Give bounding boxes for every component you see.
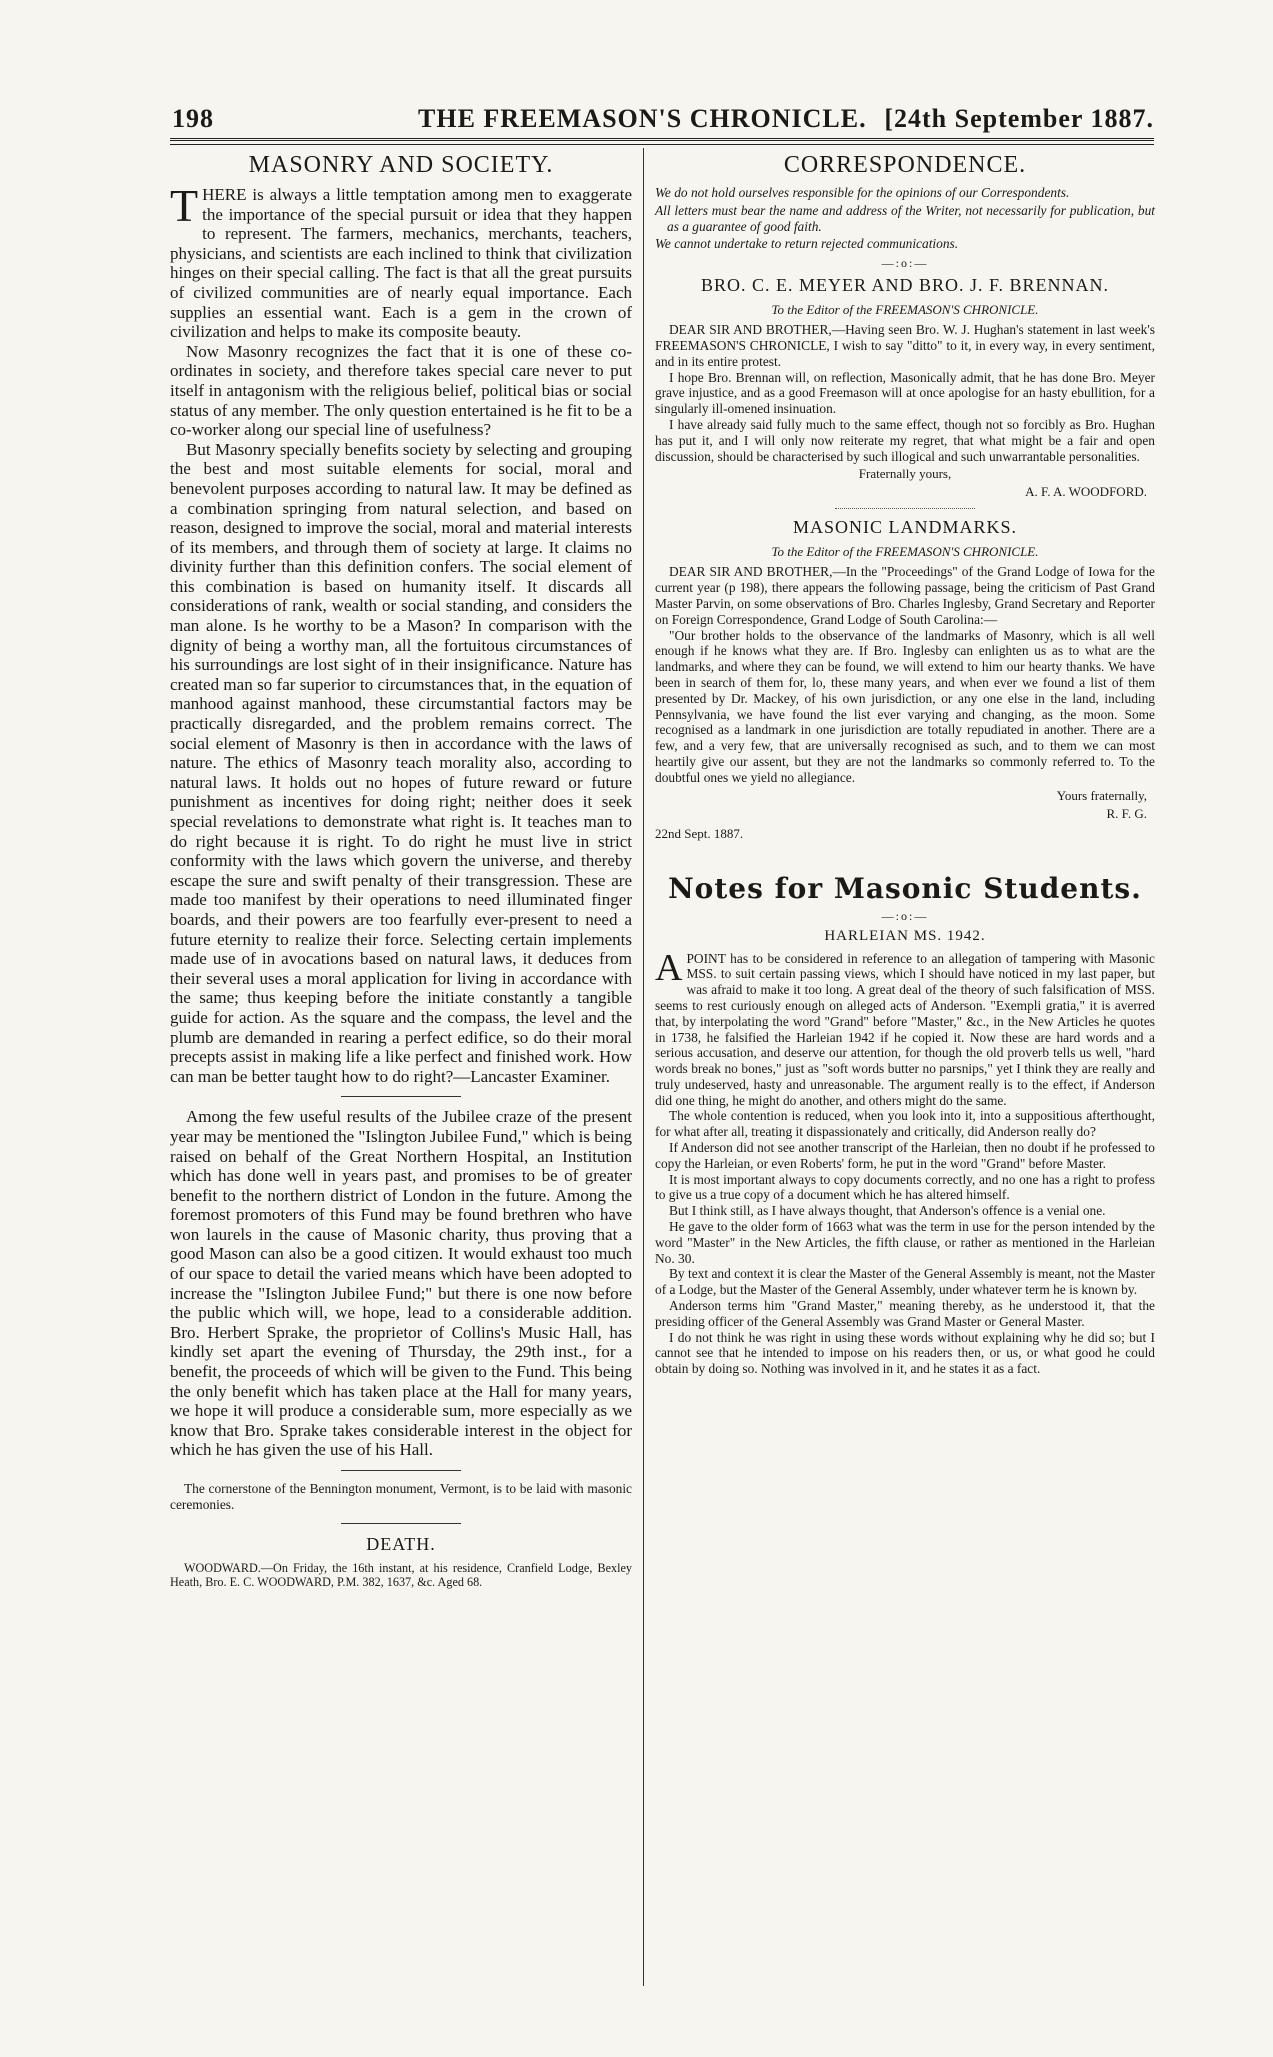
column-divider	[643, 148, 644, 1986]
death-title: DEATH.	[366, 1533, 436, 1554]
editorial-note: All letters must bear the name and address of the Writer, not necessarily for publication, but as a guarantee of good faith.	[655, 202, 1155, 234]
letter-title-landmarks: MASONIC LANDMARKS.	[792, 517, 1018, 538]
page-number: 198	[172, 104, 214, 133]
notes-paragraph: Anderson terms him "Grand Master," meaning thereby, as he understood it, that the presiding officer of the General Assembly was Grand Master or General Master.	[655, 1298, 1155, 1329]
notes-paragraph: He gave to the older form of 1663 what was the term in use for the person intended by the word "Master" in the New Articles, the fifth clause, or rather as mentioned in the Harleian No. 30.	[655, 1219, 1155, 1266]
letter-signature: R. F. G.	[1106, 805, 1147, 821]
letter-paragraph: I hope Bro. Brennan will, on reflection, Masonically admit, that he has done Bro. Meyer grave injustice, and as a good Freemason will at once apologise for an hasty ebullition, for a singularly ill-omened insinuation.	[655, 369, 1155, 417]
article-separator	[341, 1523, 461, 1524]
notes-paragraph: I do not think he was right in using these words without explaining why he did so; but I cannot see that he intended to impose on his readers then, or us, or what good he could obtain by doing so. Nothing was involved in it, and he states it as a fact.	[655, 1329, 1155, 1377]
notes-paragraph: But I think still, as I have always thought, that Anderson's offence is a venial one.	[669, 1203, 1106, 1219]
newspaper-title: THE FREEMASON'S CHRONICLE.	[418, 104, 867, 133]
drop-cap: T	[170, 180, 199, 231]
letter-paragraph: I have already said fully much to the same effect, though not so forcibly as Bro. Hughan has put it, and I will only now reiterate my regret, that what might be a fair and open discussion, should be characterised by such illogical and such unwarrantable personalities.	[655, 416, 1155, 464]
editorial-note: We cannot undertake to return rejected communications.	[655, 236, 959, 252]
article-paragraph-jubilee: Among the few useful results of the Jubilee craze of the present year may be mentioned the "Islington Jubilee Fund," which is being raised on behalf of the Great Northern Hospital, an Institution which has done well in years past, and promises to be of greater benefit to the northern district of London in the future. Among the foremost promoters of this Fund may be found brethren who have won laurels in the cause of Masonic charity, thus proving that a good Mason can also be a good citizen. It would exhaust too much of our space to detail the varied means which have been adopted to increase the "Islington Jubilee Fund;" but there is one now before the public which will, we hope, lead to a considerable addition. Bro. Herbert Sprake, the proprietor of Collins's Music Hall, has kindly set apart the evening of Thursday, the 29th inst., for a benefit, the proceeds of which will be given to the Fund. This being the only benefit which has taken place at the Hall for many years, we hope it will produce a considerable sum, more especially as we know that Bro. Sprake takes considerable interest in the object for which he has given the use of his Hall.	[170, 1107, 632, 1460]
masthead	[170, 104, 1154, 134]
right-column	[655, 148, 1155, 1377]
article-paragraph: THERE is always a little temptation among men to exaggerate the importance of the special pursuit or idea that they happen to represent. The farmers, mechanics, merchants, teachers, physicians, and scientists are each inclined to think that civilization hinges on their special calling. The fact is that all the great pursuits of civilized communities are of nearly equal importance. Each supplies an essential want. Each is a gem in the crown of civilization and helps to make its composite beauty.	[170, 180, 632, 342]
header-rule	[170, 138, 1154, 145]
notes-paragraph: The whole contention is reduced, when you look into it, into a suppositious afterthought, for what after all, treating it dispassionately and critically, did Anderson really do?	[655, 1108, 1155, 1140]
letter-signature: A. F. A. WOODFORD.	[1025, 484, 1147, 500]
article-separator	[341, 1470, 461, 1471]
article-paragraph: Now Masonry recognizes the fact that it is one of these co-ordinates in society, and therefore takes special care never to put itself in antagonism with the religious belief, political bias or social status of any member. The only question entertained is he fit to be a co-worker along our special line of usefulness?	[170, 341, 632, 440]
issue-date: [24th September 1887.	[884, 104, 1154, 133]
letter-closing: Yours fraternally,	[1056, 787, 1147, 803]
left-column	[170, 148, 632, 1589]
notes-paragraph: By text and context it is clear the Master of the General Assembly is meant, not the Master of a Lodge, but the Master of the General Assembly, under whatever term he is known by.	[655, 1266, 1155, 1298]
letter-addressee: To the Editor of the FREEMASON'S CHRONICLE.	[771, 544, 1039, 560]
separator: —:o:—	[881, 256, 929, 271]
drop-cap: A	[655, 946, 683, 989]
article-separator	[835, 508, 975, 509]
article-paragraph: But Masonry specially benefits society by selecting and grouping the best and most suitable elements for social, moral and benevolent purposes according to natural law. It may be defined as a combination springing from natural selection, and based on reason, designed to improve the social, moral and material interests of its members, and through them of society at large. It claims no divinity further than this definition confers. The social element of this combination is based on humanity itself. It discards all considerations of rank, wealth or social standing, and considers the man alone. Is he worthy to be a Mason? In comparison with the dignity of being a worthy man, all the fortuitous circumstances of his surroundings are lost sight of in their insignificance. Nature has created man so far superior to circumstances that, in the equation of manhood against manhood, these circumstantial factors may be practically disregarded, and the problem remains correct. The social element of Masonry is then in accordance with the laws of nature. The ethics of Masonry teach morality also, according to natural laws. It holds out no hopes of future reward or future punishment as incentives for doing right; neither does it seek special revelations to demonstrate what right is. It teaches man to do right because it is right. To do right he must live in strict conformity with the laws which govern the universe, and thereby escape the sure and swift penalty of their transgression. These are made too manifest by their operations to need illuminated finger boards, and their powers are too fearfully ever-present to need a future eternity to realize their force. Selecting certain implements made use of in avocations based on natural laws, it deduces from their several uses a moral application for living in accordance with the same; thus keeping before the initiate constantly a tangible guide for action. As the square and the compass, the level and the plumb are demanded in rearing a perfect edifice, so do their moral precepts assist in making life a like perfect and finished work. How can man be better taught how to do right?—Lancaster Examiner.	[170, 439, 632, 1086]
editorial-note: We do not hold ourselves responsible for the opinions of our Correspondents.	[655, 185, 1070, 200]
section-title-notes: Notes for Masonic Students.	[668, 871, 1142, 905]
article-title-masonry-society: MASONRY AND SOCIETY.	[248, 152, 554, 178]
letter-closing: Fraternally yours,	[858, 466, 952, 482]
notes-paragraph: If Anderson did not see another transcript of the Harleian, then no doubt if he professed to copy the Harleian, or even Roberts' form, he put in the word "Grand" before Master.	[655, 1140, 1155, 1171]
notes-paragraph: APOINT has to be considered in reference to an allegation of tampering with Masonic MSS. to suit certain passing views, which I should have noticed in my last paper, but was afraid to make it too long. A great deal of the theory of such falsification of MSS. seems to rest curiously enough on alleged acts of Anderson. "Exempli gratia," it is averred that, by interpolating the word "Grand" before "Master," &c., in the New Articles he quotes in 1738, he falsified the Harleian 1942 if he copied it. Now these are hard words and a serious accusation, and deserve our attention, for though the old proverb tells us well, "hard words break no bones," just as "soft words butter no parsnips," yet I think they are really and truly undeserved, hasty and unreasonable. The argument really is to the effect, if Anderson did one thing, he might do another, and others might do the same.	[655, 946, 1155, 1108]
letter-date: 22nd Sept. 1887.	[655, 825, 744, 841]
notes-subtitle: HARLEIAN MS. 1942.	[824, 927, 986, 944]
letter-addressee: To the Editor of the FREEMASON'S CHRONICLE.	[771, 302, 1039, 318]
letter-paragraph: "Our brother holds to the observance of the landmarks of Masonry, which is all well enough if he knows what they are. If Bro. Inglesby can enlighten us as to what are the landmarks, and where they can be found, we will extend to him our hearty thanks. We have been in search of them for, lo, these many years, and when ever we found a list of them presented by Dr. Mackey, of his own jurisdiction, or any one else in the land, including Pennsylvania, we have found the list ever varying and changing, as the moon. Some recognised as a landmark in one jurisdiction are totally repudiated in another. There are a few, and a very few, that are universally recognised as such, and to them we can most heartily give our assent, but they are not the landmarks so commonly referred to. To the doubtful ones we yield no allegiance.	[655, 627, 1155, 785]
death-notice: WOODWARD.—On Friday, the 16th instant, at his residence, Cranfield Lodge, Bexley Heath, Bro. E. C. WOODWARD, P.M. 382, 1637, &c. Aged 68.	[170, 1560, 632, 1589]
article-separator	[341, 1096, 461, 1097]
article-paragraph-bennington: The cornerstone of the Bennington monument, Vermont, is to be laid with masonic ceremonies.	[170, 1481, 632, 1512]
letter-paragraph: DEAR SIR AND BROTHER,—Having seen Bro. W. J. Hughan's statement in last week's FREEMASON'S CHRONICLE, I wish to say "ditto" to it, in every way, in every sentiment, and in its entire protest.	[655, 322, 1155, 369]
notes-paragraph: It is most important always to copy documents correctly, and no one has a right to profess to give us a true copy of a document which he has altered himself.	[655, 1171, 1155, 1203]
separator: —:o:—	[881, 908, 929, 923]
letter-paragraph: DEAR SIR AND BROTHER,—In the "Proceedings" of the Grand Lodge of Iowa for the current year (p 198), there appears the following passage, being the criticism of Past Grand Master Parvin, on some observations of Bro. Charles Inglesby, Grand Secretary and Reporter on Foreign Correspondence, Grand Lodge of South Carolina:—	[655, 564, 1155, 627]
correspondence-title: CORRESPONDENCE.	[783, 152, 1027, 178]
letter-title-meyer-brennan: BRO. C. E. MEYER AND BRO. J. F. BRENNAN.	[700, 275, 1110, 296]
